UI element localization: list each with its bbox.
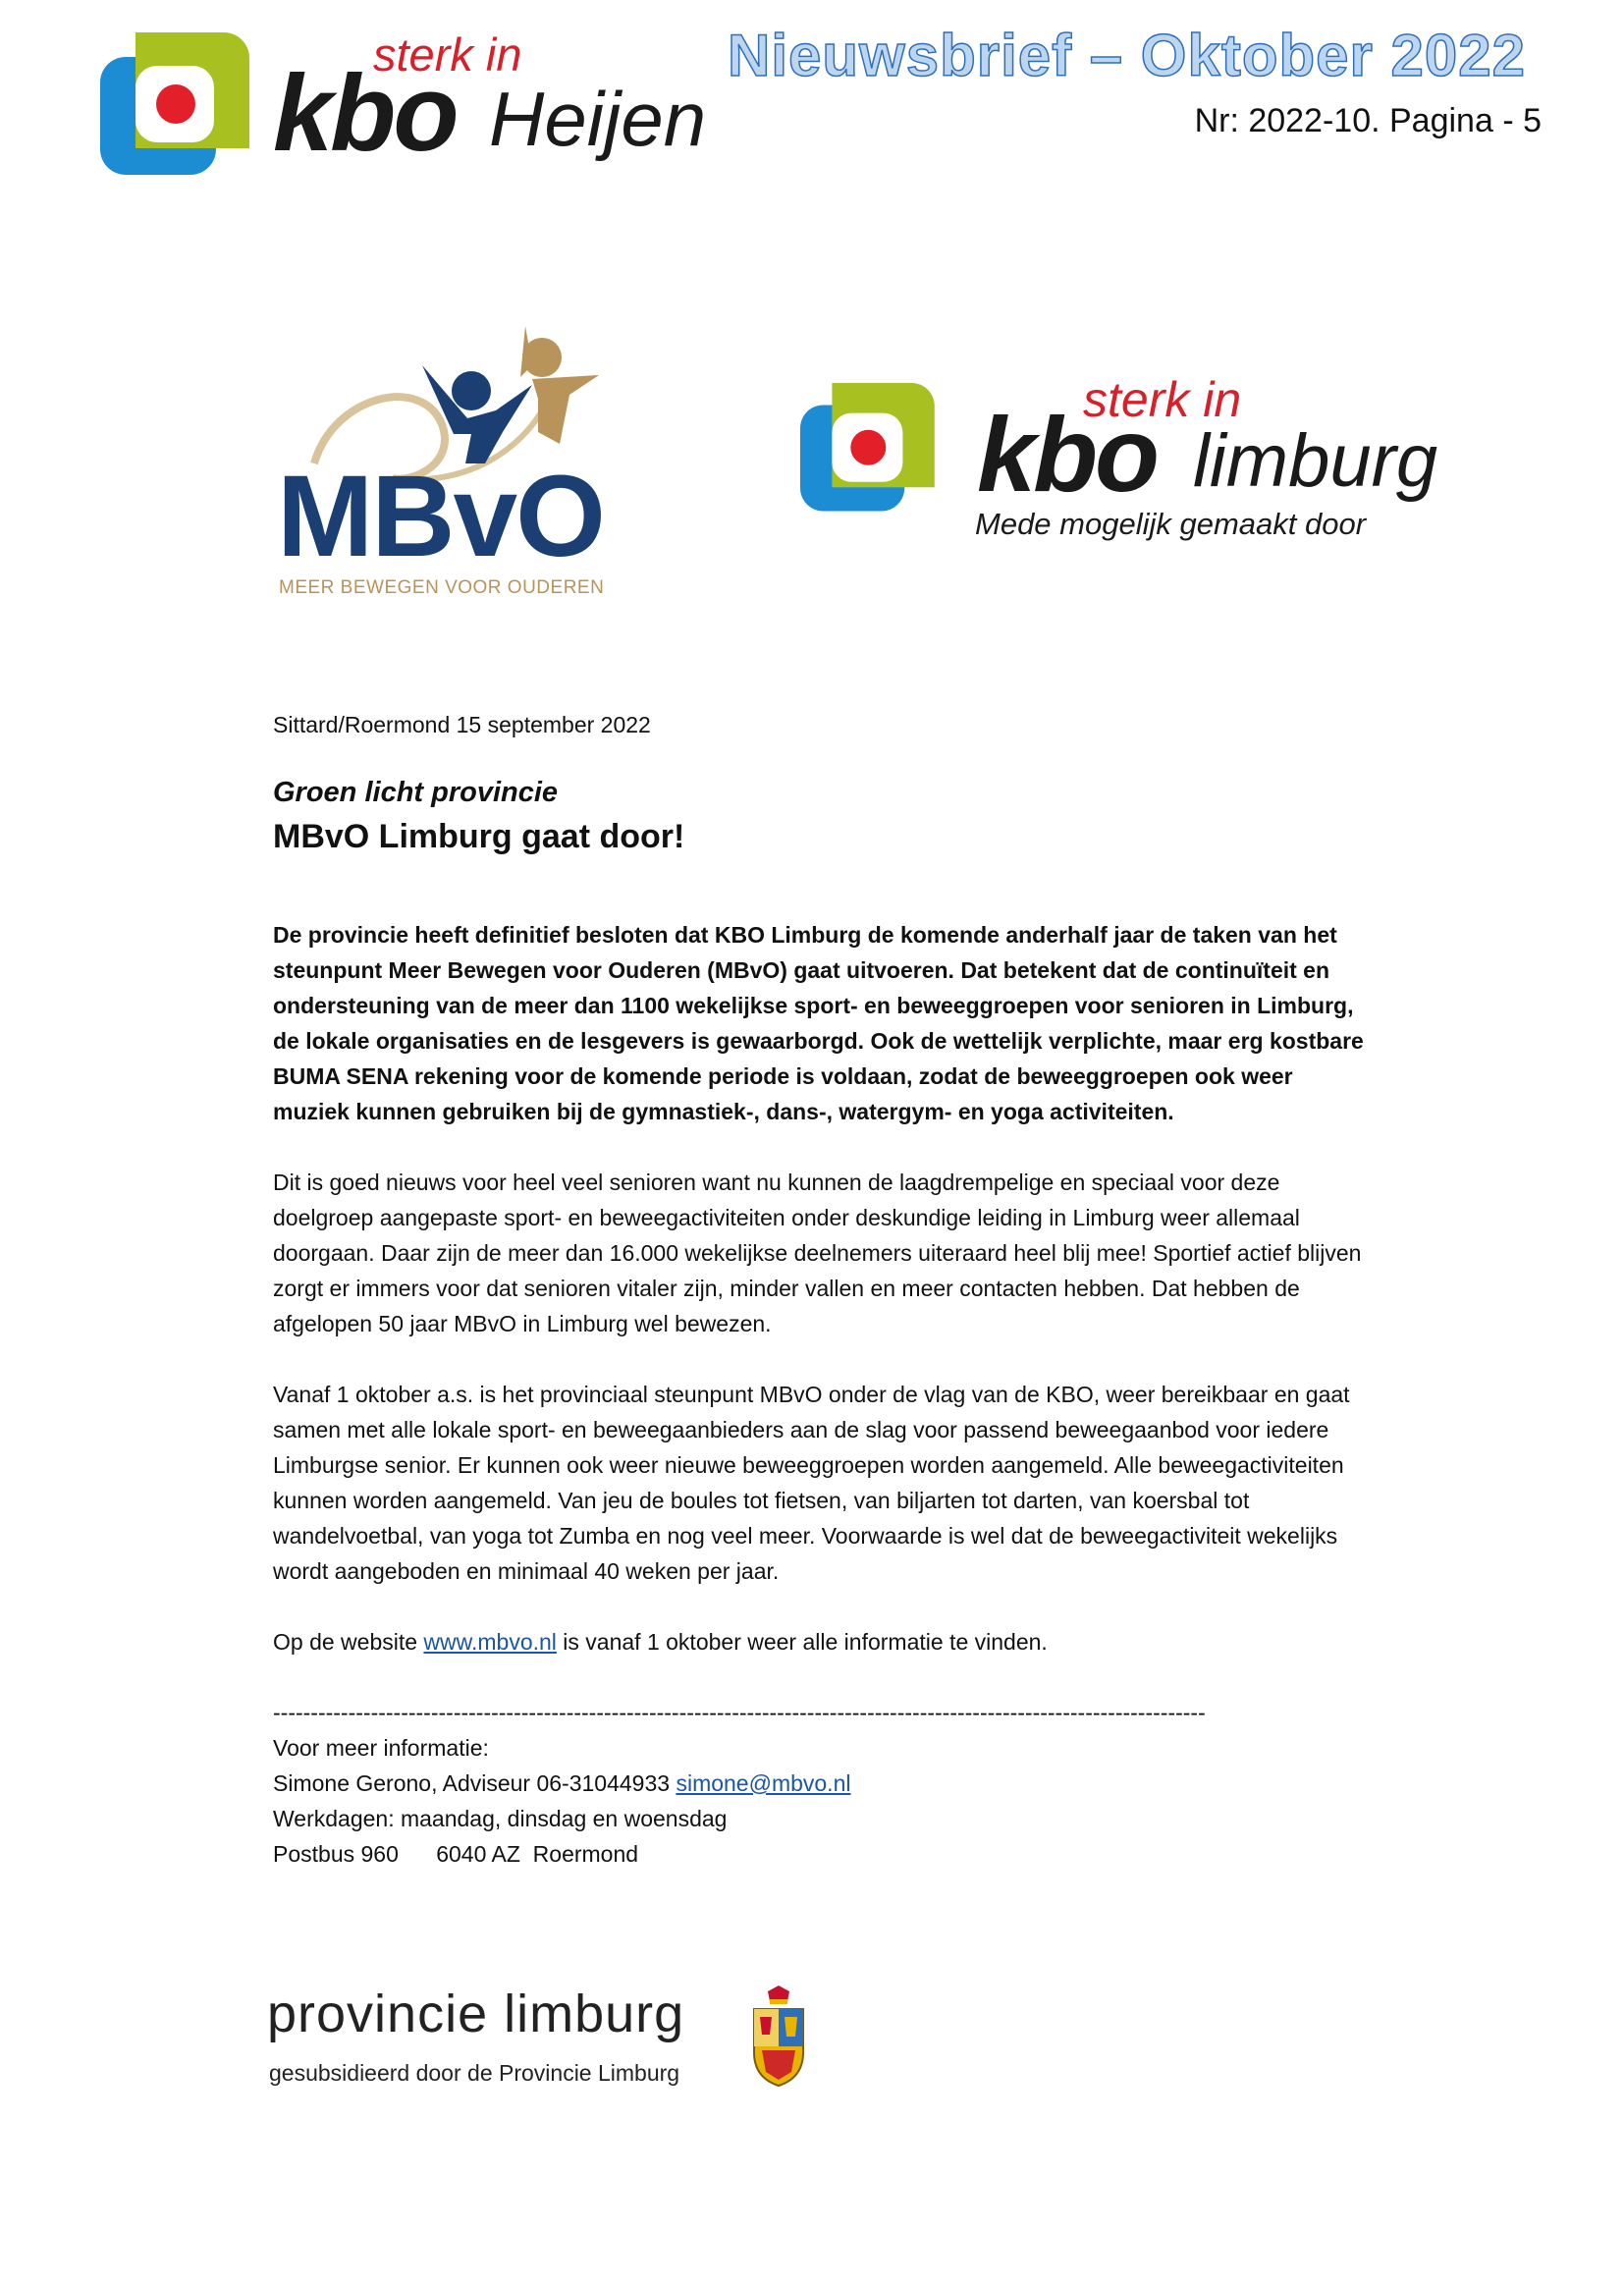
logo-location: limburg — [1193, 419, 1438, 503]
contact-heading: Voor meer informatie: — [273, 1735, 489, 1761]
dateline: Sittard/Roermond 15 september 2022 — [273, 712, 651, 737]
article — [273, 707, 1373, 1872]
logo-tagline: sterk in — [1083, 372, 1242, 427]
contact-block — [273, 1730, 1373, 1872]
limburg-coat-of-arms-icon — [748, 1984, 809, 2092]
mbvo-wordmark: MBvO — [277, 452, 604, 581]
logo-brand: kbo — [273, 53, 457, 174]
contact-address: Postbus 960 6040 AZ Roermond — [273, 1841, 639, 1867]
paragraph-intro: De provincie heeft definitief besloten dat KBO Limburg de komende anderhalf jaar de taken van het steunpunt Meer Bewegen voor Ouderen (MBvO) gaat uitvoeren. Dat betekent dat de continuïteit en ondersteuning van de meer dan 1100 wekelijkse sport- en beweeggroepen voor senioren in Limburg, de lokale organisaties en de lesgevers is gewaarborgd. Ook de wettelijk verplichte, maar erg kostbare BUMA SENA rekening voor de komende periode is voldaan, zodat de beweeggroepen ook weer muziek kunnen gebruiken bij de gymnastiek-, dans-, watergym- en yoga activiteiten. — [273, 922, 1364, 1124]
mbvo-slogan: MEER BEWEGEN VOOR OUDEREN — [279, 577, 605, 598]
newsletter-title: Nieuwsbrief – Oktober 2022 — [728, 23, 1526, 88]
contact-email-link[interactable]: simone@mbvo.nl — [676, 1770, 851, 1796]
website-text-after: is vanaf 1 oktober weer alle informatie te vinden. — [556, 1629, 1048, 1655]
provincie-limburg-logo — [267, 1984, 817, 2101]
logo-location: Heijen — [489, 76, 707, 162]
contact-workdays: Werkdagen: maandag, dinsdag en woensdag — [273, 1806, 728, 1831]
contact-person: Simone Gerono, Adviseur 06-31044933 — [273, 1770, 677, 1796]
province-name: provincie limburg — [267, 1985, 685, 2043]
paragraph-good-news: Dit is goed nieuws voor heel veel senioren want nu kunnen de laagdrempelige en speciaal voor deze doelgroep aangepaste sport- en beweegactiviteiten onder deskundige leiding in Limburg weer allemaal doorgaan. Daar zijn de meer dan 16.000 wekelijkse deelnemers uiteraard heel blij mee! Sportief actief blijven zorgt er immers voor dat senioren vitaler zijn, minder vallen en meer contacten hebben. Dat hebben de afgelopen 50 jaar MBvO in Limburg wel bewezen. — [273, 1170, 1362, 1336]
contact-person-line — [273, 1766, 1373, 1801]
kbo-logo-mark-icon — [800, 383, 933, 516]
kbo-heijen-logo — [100, 27, 707, 185]
logo-brand: kbo — [977, 395, 1158, 514]
province-subsidy-note: gesubsidieerd door de Provincie Limburg — [269, 2060, 680, 2086]
article-headline: MBvO Limburg gaat door! — [273, 818, 685, 855]
kbo-logo-mark-icon — [100, 32, 247, 180]
mbvo-logo — [275, 316, 628, 611]
website-text-before: Op de website — [273, 1629, 424, 1655]
logo-caption: Mede mogelijk gemaakt door — [975, 507, 1367, 541]
kbo-limburg-logo — [800, 363, 1488, 560]
website-link[interactable]: www.mbvo.nl — [423, 1629, 557, 1655]
newsletter-issue-page: Nr: 2022-10. Pagina - 5 — [1194, 102, 1542, 139]
paragraph-website — [273, 1624, 1373, 1659]
paragraph-october: Vanaf 1 oktober a.s. is het provinciaal steunpunt MBvO onder de vlag van de KBO, weer bereikbaar en gaat samen met alle lokale sport- en beweegaanbieders aan de slag voor passend beweegaanbod voor iedere Limburgse senior. Er kunnen ook weer nieuwe beweeggroepen worden aangemeld. Alle beweegactiviteiten kunnen worden aangemeld. Van jeu de boules tot fietsen, van biljarten tot darten, van koersbal tot wandelvoetbal, van yoga tot Zumba en nog veel meer. Voorwaarde is wel dat de beweegactiviteit wekelijks wordt aangeboden en minimaal 40 weken per jaar. — [273, 1382, 1350, 1584]
divider-line: ---------------------------------------------------------------------------------------------------------------------------- — [273, 1700, 1206, 1725]
logo-tagline: sterk in — [373, 28, 522, 81]
article-kicker: Groen licht provincie — [273, 777, 559, 808]
